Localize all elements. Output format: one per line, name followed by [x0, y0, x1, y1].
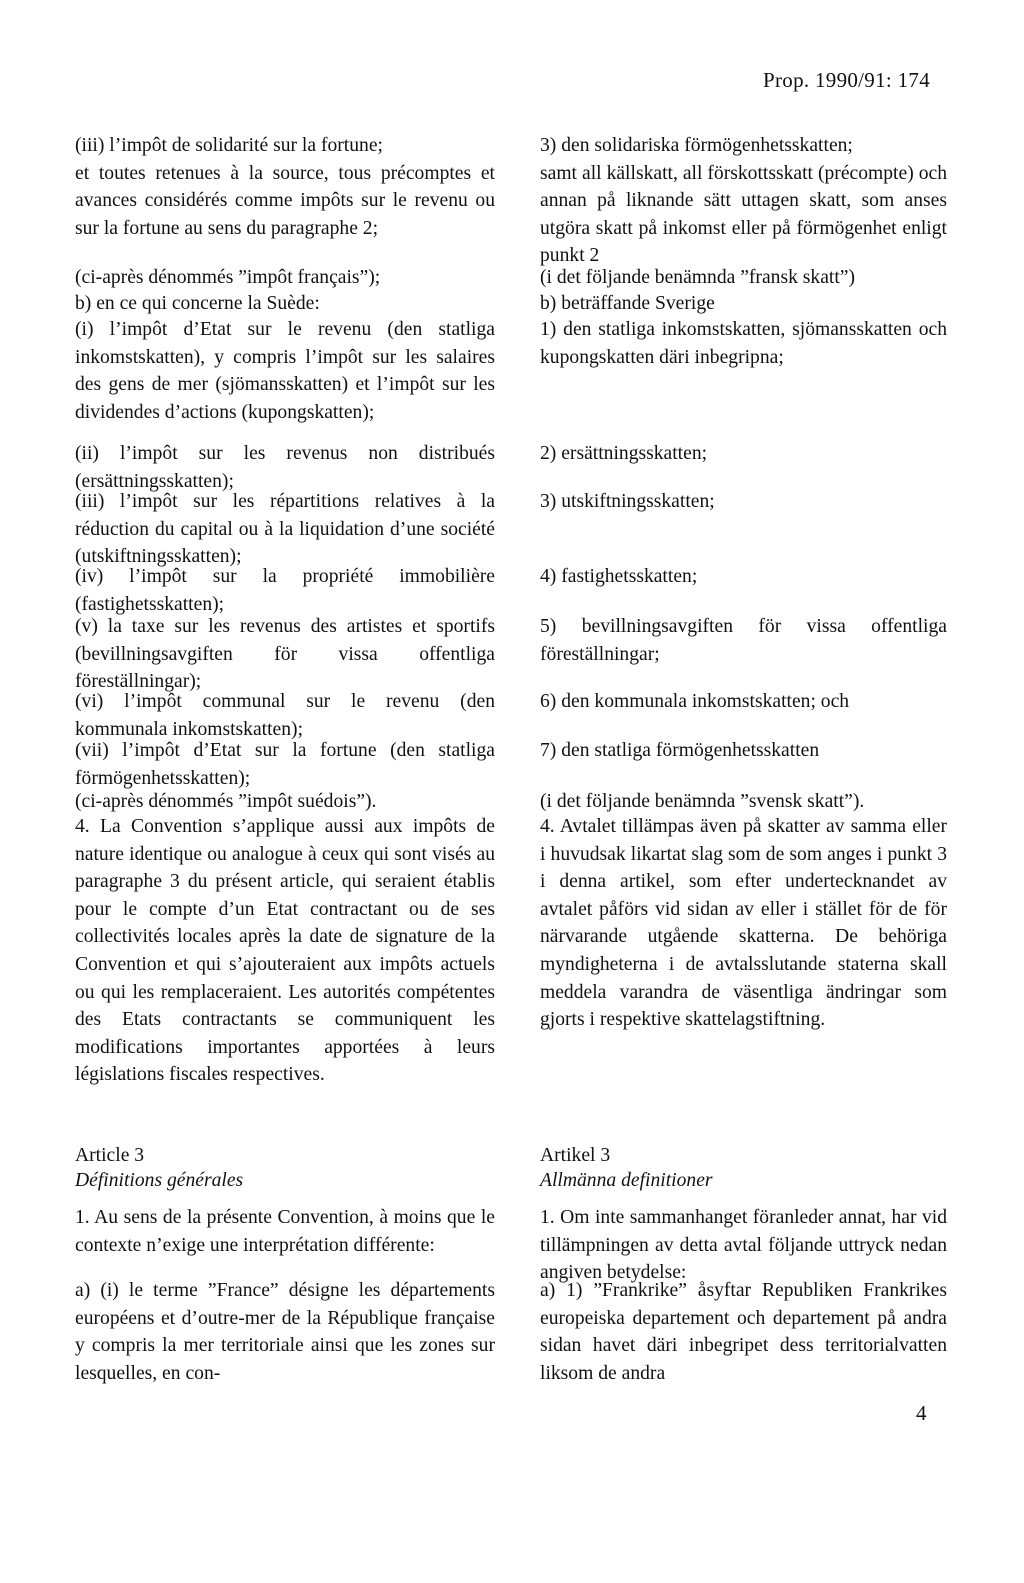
fr-definition-1: 1. Au sens de la présente Convention, à moins que le contexte n’exige une interprétation différente: — [75, 1207, 495, 1256]
sv-punkt-5: 5) bevillningsavgiften för vissa offentliga föreställningar; — [540, 616, 947, 665]
fr-definition-a: a) (i) le terme ”France” désigne les départements européens et d’outre-mer de la République française y compris la mer territoriale ainsi que les zones sur lesquelles, en con- — [75, 1280, 495, 1384]
sv-fransk-skatt: (i det följande benämnda ”fransk skatt”) — [540, 267, 856, 288]
page-number: 4 — [916, 1401, 927, 1425]
fr-item-i-statliga: (i) l’impôt d’Etat sur le revenu (den statliga inkomstskatten), y compris l’impôt sur les salaires des gens de mer (sjömansskatten) et l’impôt sur les dividendes d’actions (kupongskatten); — [75, 319, 495, 423]
fr-paragraph-4: 4. La Convention s’applique aussi aux impôts de nature identique ou analogue à ceux qui sont visés au paragraphe 3 du présent article, qui seraient établis pour le compte d’un Etat contractant ou de ses collectivités locales après la date de signature de la Convention et qui s’ajouteraient aux impôts actuels ou qui les remplaceraient. Les autorités compétentes des Etats contractants se communiquent les modifications importantes apportées à leurs législations fiscales respectives. — [75, 816, 495, 1086]
sv-punkt-3-utskiftning: 3) utskiftningsskatten; — [540, 491, 715, 512]
fr-impot-francais: (ci-après dénommés ”impôt français”); — [75, 267, 381, 288]
sv-article-subtitle: Allmänna definitioner — [540, 1170, 713, 1191]
sv-punkt-7: 7) den statliga förmögenhetsskatten — [540, 740, 820, 761]
sv-paragraph-4: 4. Avtalet tillämpas även på skatter av samma eller i huvudsak likartat slag som de som anges i punkt 3 i denna artikel, som efter undertecknandet av avtalet påförs vid sidan av eller i stället för de för närvarande utgående skatterna. De behöriga myndigheterna i de avtalsslutande staterna skall meddela varandra de väsentliga ändringar som gjorts i respektive skattelagstiftning. — [540, 816, 947, 1031]
sv-punkt-4: 4) fastighetsskatten; — [540, 566, 698, 587]
fr-item-vi-kommunala: (vi) l’impôt communal sur le revenu (den kommunala inkomstskatten); — [75, 691, 495, 740]
fr-item-vii-formogenhet: (vii) l’impôt d’Etat sur la fortune (den statliga förmögenhetsskatten); — [75, 740, 495, 789]
fr-article-subtitle: Définitions générales — [75, 1170, 244, 1191]
fr-item-v-bevillning: (v) la taxe sur les revenus des artistes et sportifs (bevillningsavgiften för vissa offentliga föreställningar); — [75, 616, 495, 693]
fr-article-heading: Article 3 — [75, 1145, 145, 1166]
fr-item-iii-utskiftning: (iii) l’impôt sur les répartitions relatives à la réduction du capital ou à la liquidation d’une société (utskiftningsskatten); — [75, 491, 495, 568]
sv-definition-1: 1. Om inte sammanhanget föranleder annat, har vid tillämpningen av detta avtal följande uttryck nedan angiven betydelse: — [540, 1207, 947, 1284]
sv-punkt-3-paragraph: 3) den solidariska förmögenhetsskatten; samt all källskatt, all förskottsskatt (précompte) och annan på liknande sätt uttagen skatt, som anses utgöra skatt på inkomst eller på förmögenhet enligt punkt 2 — [540, 135, 947, 267]
sv-punkt-2: 2) ersättningsskatten; — [540, 443, 708, 464]
fr-solidarity-tax-paragraph: (iii) l’impôt de solidarité sur la fortune; et toutes retenues à la source, tous précomptes et avances considérés comme impôts sur le revenu ou sur la fortune au sens du paragraphe 2; — [75, 135, 495, 239]
sv-punkt-1: 1) den statliga inkomstskatten, sjömansskatten och kupongskatten däri inbegripna; — [540, 319, 947, 368]
sv-punkt-6: 6) den kommunala inkomstskatten; och — [540, 691, 850, 712]
sv-definition-a: a) 1) ”Frankrike” åsyftar Republiken Frankrikes europeiska departement och departement på andra sidan havet däri inbegripet dess territorialvatten liksom de andra — [540, 1280, 947, 1384]
fr-sweden-heading: b) en ce qui concerne la Suède: — [75, 293, 320, 314]
sv-article-heading: Artikel 3 — [540, 1145, 611, 1166]
sv-sverige-heading: b) beträffande Sverige — [540, 293, 715, 314]
fr-item-ii-ersattning: (ii) l’impôt sur les revenus non distribués (ersättningsskatten); — [75, 443, 495, 492]
document-reference: Prop. 1990/91: 174 — [763, 68, 930, 92]
fr-item-iv-fastighet: (iv) l’impôt sur la propriété immobilière (fastighetsskatten); — [75, 566, 495, 615]
sv-svensk-skatt: (i det följande benämnda ”svensk skatt”). — [540, 791, 865, 812]
fr-impot-suedois: (ci-après dénommés ”impôt suédois”). — [75, 791, 377, 812]
